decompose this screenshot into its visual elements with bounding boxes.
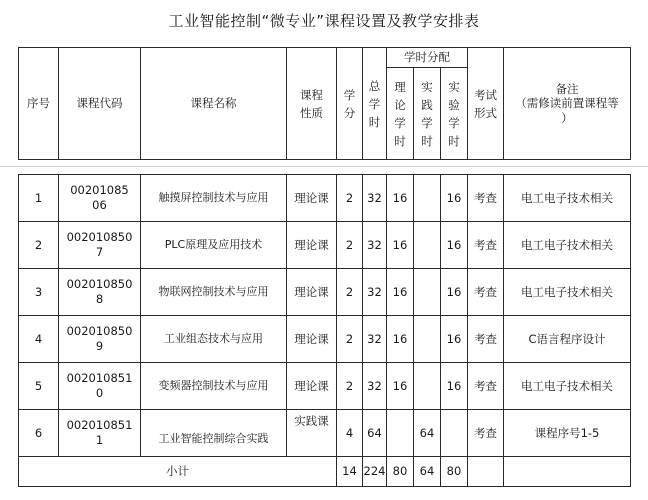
table-row xyxy=(19,269,631,316)
cell-credit: 2 xyxy=(337,175,363,222)
cell-practice-hours xyxy=(414,175,441,222)
cell-course-name: 触摸屏控制技术与应用 xyxy=(141,175,287,222)
cell-remark: C语言程序设计 xyxy=(504,316,631,363)
cell-remark: 电工电子技术相关 xyxy=(504,175,631,222)
cell-remark: 电工电子技术相关 xyxy=(504,363,631,410)
cell-remark: 课程序号1-5 xyxy=(504,410,631,457)
cell-code: 002010850 7 xyxy=(59,222,141,269)
subtotal-row xyxy=(19,457,631,487)
subtotal-credit: 14 xyxy=(337,457,363,487)
subtotal-practice-hours: 64 xyxy=(414,457,441,487)
table-row xyxy=(19,222,631,269)
cell-remark: 电工电子技术相关 xyxy=(504,222,631,269)
header-hour-distribution: 学时分配 xyxy=(387,48,468,68)
cell-course-name: 变频器控制技术与应用 xyxy=(141,363,287,410)
cell-practice-hours: 64 xyxy=(414,410,441,457)
cell-nature: 理论课 xyxy=(287,316,337,363)
cell-credit: 2 xyxy=(337,222,363,269)
cell-credit: 2 xyxy=(337,316,363,363)
header-code: 课程代码 xyxy=(59,48,141,160)
page-title: 工业智能控制“微专业”课程设置及教学安排表 xyxy=(168,12,480,30)
cell-total-hours: 32 xyxy=(363,363,387,410)
cell-total-hours: 64 xyxy=(363,410,387,457)
table-row xyxy=(19,410,631,457)
cell-theory-hours: 16 xyxy=(387,269,414,316)
cell-practice-hours xyxy=(414,316,441,363)
cell-theory-hours: 16 xyxy=(387,175,414,222)
cell-exam-form: 考查 xyxy=(468,363,504,410)
cell-code: 002010851 0 xyxy=(59,363,141,410)
cell-total-hours: 32 xyxy=(363,222,387,269)
cell-code: 00201085 06 xyxy=(59,175,141,222)
cell-nature: 理论课 xyxy=(287,175,337,222)
cell-seq: 6 xyxy=(19,410,59,457)
cell-course-name: PLC原理及应用技术 xyxy=(141,222,287,269)
cell-nature: 理论课 xyxy=(287,363,337,410)
cell-credit: 4 xyxy=(337,410,363,457)
cell-practice-hours xyxy=(414,269,441,316)
cell-exam-form: 考查 xyxy=(468,269,504,316)
cell-theory-hours: 16 xyxy=(387,363,414,410)
cell-course-name: 工业智能控制综合实践 xyxy=(141,410,287,457)
subtotal-lab-hours: 80 xyxy=(441,457,468,487)
cell-lab-hours: 16 xyxy=(441,269,468,316)
subtotal-total-hours: 224 xyxy=(363,457,387,487)
cell-credit: 2 xyxy=(337,269,363,316)
header-nature: 课程 性质 xyxy=(287,48,337,160)
cell-exam-form: 考查 xyxy=(468,410,504,457)
header-name: 课程名称 xyxy=(141,48,287,160)
cell-remark: 电工电子技术相关 xyxy=(504,269,631,316)
cell-practice-hours xyxy=(414,363,441,410)
header-exam-form: 考试 形式 xyxy=(468,48,504,160)
subtotal-exam-empty xyxy=(468,457,504,487)
cell-code: 002010850 8 xyxy=(59,269,141,316)
cell-theory-hours xyxy=(387,410,414,457)
cell-course-name: 工业组态技术与应用 xyxy=(141,316,287,363)
table-row xyxy=(19,175,631,222)
cell-nature: 理论课 xyxy=(287,222,337,269)
cell-lab-hours xyxy=(441,410,468,457)
course-table xyxy=(18,174,631,487)
cell-lab-hours: 16 xyxy=(441,175,468,222)
cell-theory-hours: 16 xyxy=(387,316,414,363)
cell-lab-hours: 16 xyxy=(441,363,468,410)
subtotal-theory-hours: 80 xyxy=(387,457,414,487)
cell-code: 002010851 1 xyxy=(59,410,141,457)
cell-seq: 2 xyxy=(19,222,59,269)
cell-credit: 2 xyxy=(337,363,363,410)
header-remark: 备注 （需修读前置课程等 ） xyxy=(504,48,631,160)
cell-lab-hours: 16 xyxy=(441,222,468,269)
table-row xyxy=(19,316,631,363)
header-seq: 序号 xyxy=(19,48,59,160)
header-practice-hours: 实 践 学 时 xyxy=(414,68,441,160)
cell-lab-hours: 16 xyxy=(441,316,468,363)
subtotal-label: 小计 xyxy=(19,457,337,487)
cell-seq: 4 xyxy=(19,316,59,363)
cell-total-hours: 32 xyxy=(363,316,387,363)
cell-seq: 5 xyxy=(19,363,59,410)
cell-nature: 理论课 xyxy=(287,269,337,316)
cell-practice-hours xyxy=(414,222,441,269)
table-row xyxy=(19,363,631,410)
cell-exam-form: 考查 xyxy=(468,175,504,222)
cell-theory-hours: 16 xyxy=(387,222,414,269)
cell-code: 002010850 9 xyxy=(59,316,141,363)
cell-nature: 实践课 xyxy=(287,410,337,457)
header-total-hours: 总 学 时 xyxy=(363,48,387,160)
header-lab-hours: 实 验 学 时 xyxy=(441,68,468,160)
cell-exam-form: 考查 xyxy=(468,316,504,363)
header-theory-hours: 理 论 学 时 xyxy=(387,68,414,160)
cell-total-hours: 32 xyxy=(363,175,387,222)
cell-exam-form: 考查 xyxy=(468,222,504,269)
cell-course-name: 物联网控制技术与应用 xyxy=(141,269,287,316)
subtotal-remark-empty xyxy=(504,457,631,487)
cell-total-hours: 32 xyxy=(363,269,387,316)
table-header xyxy=(18,47,631,160)
cell-seq: 1 xyxy=(19,175,59,222)
page-break-line xyxy=(0,166,648,167)
cell-seq: 3 xyxy=(19,269,59,316)
header-credit: 学 分 xyxy=(337,48,363,160)
